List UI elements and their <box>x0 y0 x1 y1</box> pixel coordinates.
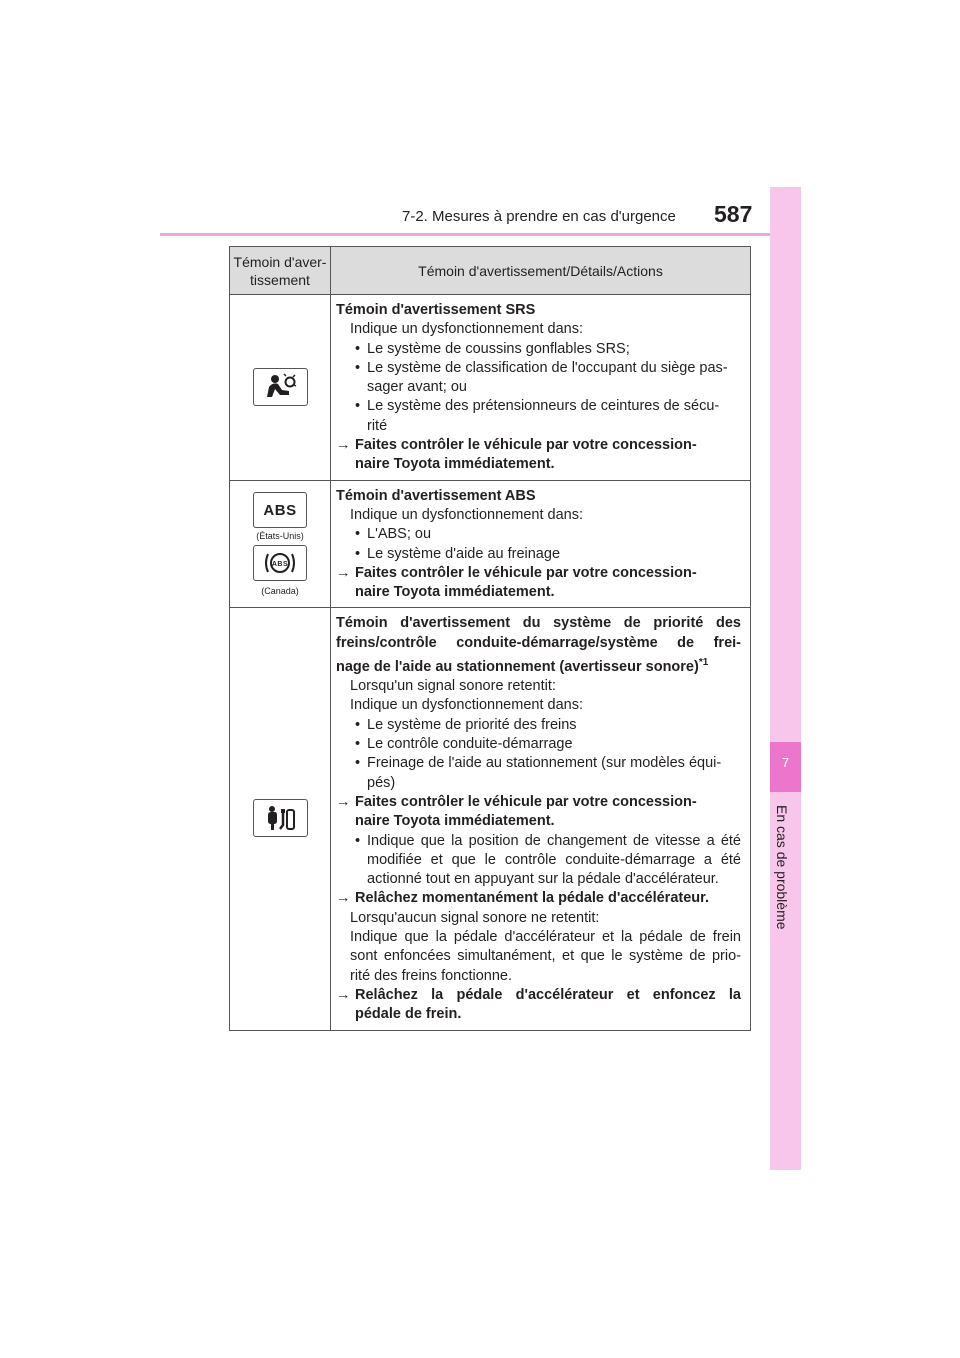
abs-canada-icon <box>253 545 307 581</box>
arrow-right-icon: → <box>336 890 351 907</box>
warning-title: Témoin d'avertissement ABS <box>336 487 536 504</box>
column-header-warning-light <box>230 247 331 295</box>
warning-title-line: Témoin d'avertissement du système de priorité des <box>336 615 741 632</box>
action-instruction <box>336 564 741 583</box>
warning-title: Témoin d'avertissement SRS <box>336 302 536 318</box>
arrow-right-icon: → <box>336 793 351 810</box>
list-item: • Le contrôle conduite-démarrage <box>336 735 741 754</box>
icon-caption-canada: (Canada) <box>261 586 299 597</box>
list-item-continuation: modifiée et que le contrôle conduite-démarrage a été <box>367 851 741 868</box>
action-text: Relâchez la pédale d'accélérateur et enfoncez la <box>355 986 741 1003</box>
side-tab-chapter-title: En cas de problème <box>774 805 790 930</box>
case-label: Lorsqu'aucun signal sonore ne retentit: <box>350 909 600 926</box>
warning-details-cell <box>331 608 751 1030</box>
action-instruction <box>336 436 741 455</box>
warning-intro: Indique un dysfonctionnement dans: <box>350 697 583 714</box>
warning-title-line: freins/contrôle conduite-démarrage/système de frei- <box>336 634 741 651</box>
list-item: • Le système d'aide au freinage <box>336 545 741 564</box>
case-label: Lorsqu'un signal sonore retentit: <box>350 678 556 695</box>
action-instruction <box>336 986 741 1005</box>
side-tab-chapter-number: 7 <box>781 755 790 770</box>
action-text: Relâchez momentanément la pédale d'accélérateur. <box>355 890 710 907</box>
icon-cell <box>230 608 331 1030</box>
action-instruction-continuation: naire Toyota immédiatement. <box>355 456 555 473</box>
abs-canada-icon-label: ABS <box>271 561 289 569</box>
column-header-details: Témoin d'avertissement/Détails/Actions <box>331 247 751 295</box>
list-item: • Le système de coussins gonflables SRS; <box>336 340 741 359</box>
list-item: • Freinage de l'aide au stationnement (sur modèles équi- <box>336 754 741 773</box>
list-item-continuation: rité <box>367 417 388 434</box>
list-item: • L'ABS; ou <box>336 525 741 544</box>
action-instruction-continuation: naire Toyota immédiatement. <box>355 813 555 830</box>
action-instruction <box>336 793 741 812</box>
warning-title-line <box>336 653 741 677</box>
header-divider <box>160 233 800 236</box>
action-instruction <box>336 889 741 908</box>
action-text: Faites contrôler le véhicule par votre concession- <box>355 564 697 581</box>
warning-details-cell <box>331 480 751 608</box>
list-item: • Le système de classification de l'occupant du siège pas- <box>336 359 741 378</box>
section-title: 7-2. Mesures à prendre en cas d'urgence <box>402 208 676 225</box>
icon-caption-usa: (États-Unis) <box>256 531 304 542</box>
brake-override-warning-icon <box>253 799 308 837</box>
warning-details-cell <box>331 295 751 481</box>
warning-intro: Indique un dysfonctionnement dans: <box>350 321 583 338</box>
warning-intro: Indique un dysfonctionnement dans: <box>350 506 583 523</box>
warning-light-table <box>229 246 751 1031</box>
warning-title-text: nage de l'aide au stationnement (avertisseur sonore) <box>336 658 699 675</box>
arrow-right-icon: → <box>336 986 351 1003</box>
icon-cell <box>230 480 331 608</box>
page-number: 587 <box>714 201 753 227</box>
side-tab-strip <box>770 187 801 1170</box>
column-header-line: tissement <box>250 271 310 288</box>
paragraph-line: rité des freins fonctionne. <box>350 967 513 984</box>
arrow-right-icon: → <box>336 564 351 581</box>
action-text: Faites contrôler le véhicule par votre concession- <box>355 437 697 454</box>
action-instruction-continuation: naire Toyota immédiatement. <box>355 584 555 601</box>
paragraph-line: Indique que la pédale d'accélérateur et la pédale de frein <box>350 929 741 946</box>
list-item: • Le système des prétensionneurs de ceintures de sécu- <box>336 397 741 416</box>
list-item-continuation: sager avant; ou <box>367 379 467 396</box>
list-item: • Le système de priorité des freins <box>336 716 741 735</box>
list-item: • Indique que la position de changement de vitesse a été <box>336 832 741 851</box>
abs-usa-icon: ABS <box>253 492 307 528</box>
airbag-warning-icon <box>253 368 308 406</box>
action-text: Faites contrôler le véhicule par votre concession- <box>355 793 697 810</box>
column-header-line: Témoin d'aver- <box>233 253 327 270</box>
paragraph-line: sont enfoncées simultanément, et que le système de prio- <box>350 948 741 965</box>
table-header-row <box>230 247 751 295</box>
list-item-continuation: actionné tout en appuyant sur la pédale d'accélérateur. <box>367 871 719 888</box>
footnote-marker: *1 <box>698 657 709 669</box>
table-row <box>230 295 751 481</box>
list-item-continuation: pés) <box>367 774 396 791</box>
action-instruction-continuation: pédale de frein. <box>355 1006 462 1023</box>
table-row <box>230 480 751 608</box>
arrow-right-icon: → <box>336 437 351 454</box>
table-row <box>230 608 751 1030</box>
icon-cell <box>230 295 331 481</box>
